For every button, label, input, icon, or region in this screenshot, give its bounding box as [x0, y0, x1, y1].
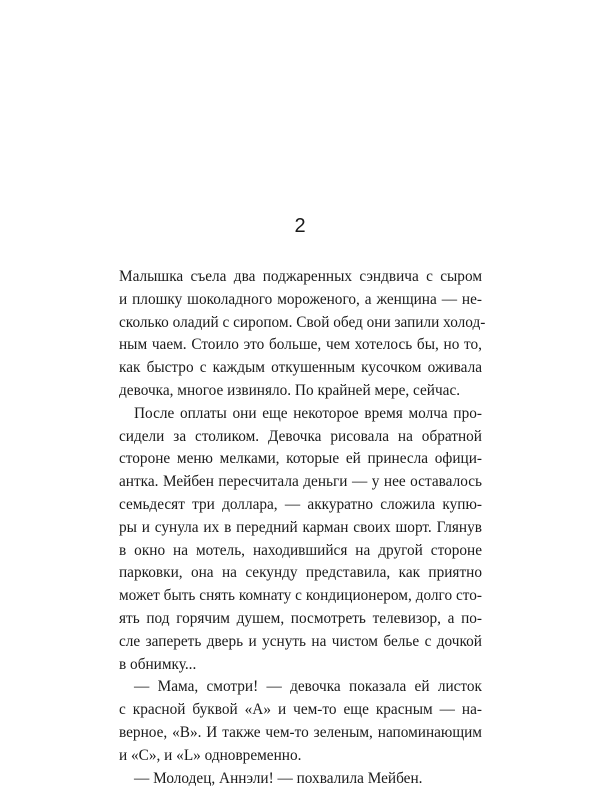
text-line: и плошку шоколадного мороженого, а женщина — не- — [119, 290, 482, 308]
text-line: семьдесят три доллара, — аккуратно сложила купю- — [119, 495, 482, 513]
text-line: как быстро с каждым откушенным кусочком оживала — [119, 359, 482, 377]
body-text — [119, 266, 486, 790]
text-line: с красной буквой «А» и чем-то еще красным — на- — [119, 701, 482, 719]
text-line: и «С», и «L» одновременно. — [119, 746, 302, 764]
text-line: антка. Мейбен пересчитала деньги — у нее оставалось — [119, 473, 482, 491]
text-line: ять под горячим душем, посмотреть телевизор, а по- — [119, 609, 482, 627]
text-line: сидели за столиком. Девочка рисовала на обратной — [119, 427, 482, 445]
text-line: может быть снять комнату с кондиционером, долго сто- — [119, 587, 482, 605]
text-line: — Мама, смотри! — девочка показала ей листок — [134, 678, 482, 696]
text-line: верное, «В». И также чем-то зеленым, напоминающим — [119, 723, 482, 741]
text-line: ным чаем. Стоило это больше, чем хотелось бы, но то, — [119, 336, 482, 354]
text-line: стороне меню мелками, которые ей принесла офици- — [119, 450, 482, 468]
text-line: Малышка съела два поджаренных сэндвича с сыром — [119, 268, 482, 285]
text-line: После оплаты они еще некоторое время молча про- — [134, 404, 482, 422]
text-line: — Молодец, Аннэли! — похвалила Мейбен. — [134, 769, 423, 787]
text-line: в окно на мотель, находившийся на другой стороне — [119, 541, 482, 559]
text-line: ры и сунула их в передний карман своих шорт. Глянув — [119, 518, 482, 536]
text-line: парковки, она на секунду представила, как приятно — [119, 564, 482, 582]
chapter-number: 2 — [294, 215, 306, 237]
text-line: сле запереть дверь и уснуть на чистом белье с дочкой — [119, 632, 482, 650]
text-line: в обнимку... — [119, 655, 197, 673]
text-line: девочка, многое извиняло. По крайней мере, сейчас. — [119, 381, 461, 399]
text-line: сколько оладий с сиропом. Свой обед они запили холод- — [119, 313, 486, 331]
